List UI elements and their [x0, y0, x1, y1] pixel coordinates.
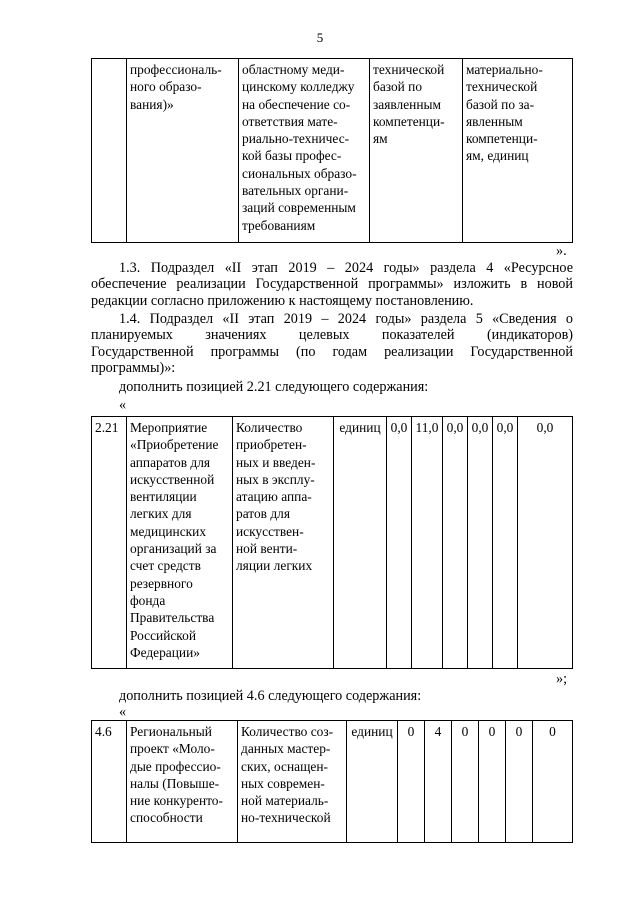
row-unit: единиц [334, 417, 387, 669]
value-cell: 0 [452, 721, 479, 843]
value-cell: 0,0 [493, 417, 518, 669]
page-number: 5 [316, 30, 324, 45]
add-position-4-6: дополнить позицией 4.6 следующего содержания: [119, 688, 422, 704]
empty-cell [92, 59, 127, 243]
row-number: 4.6 [92, 721, 127, 843]
value-cell: 0,0 [387, 417, 412, 669]
table1-col4: технической базой по заявленным компетенци- ям [370, 59, 463, 243]
paragraph-1-4: 1.4. Подраздел «II этап 2019 – 2024 годы» раздела 5 «Сведения о планируемых значениях целевых показателей (индикаторов) Государственной программы (по годам реализации Государственной программы)»: [91, 311, 573, 377]
table-row [92, 721, 573, 843]
value-cell: 0,0 [468, 417, 493, 669]
closing-quote: »; [556, 671, 568, 687]
value-cell: 0,0 [518, 417, 573, 669]
value-cell: 0 [398, 721, 425, 843]
row-name: Региональный проект «Моло- дые профессио- налы (Повыше- ние конкуренто- способности [127, 721, 238, 843]
row-number: 2.21 [92, 417, 127, 669]
table-continuation [91, 58, 573, 243]
table-row [92, 417, 573, 669]
paragraph-1-3: 1.3. Подраздел «II этап 2019 – 2024 годы» раздела 4 «Ресурсное обеспечение реализации Государственной программы» изложить в новой редакции согласно приложению к настоящему постановлению. [91, 260, 573, 309]
closing-quote: ». [556, 243, 567, 259]
row-unit: единиц [347, 721, 398, 843]
value-cell: 4 [425, 721, 452, 843]
row-name: Мероприятие «Приобретение аппаратов для искусственной вентиляции легких для медицинских организаций за счет средств резервного фонда Правительства Российской Федерации» [127, 417, 233, 669]
add-position-2-21: дополнить позицией 2.21 следующего содержания: [119, 379, 429, 395]
value-cell: 0 [479, 721, 506, 843]
value-cell: 11,0 [412, 417, 443, 669]
row-indicator: Количество соз- данных мастер- ских, оснащен- ных современ- ной материаль- но-технической [238, 721, 347, 843]
table-position-4-6 [91, 720, 573, 843]
opening-quote: « [119, 704, 127, 720]
value-cell: 0 [533, 721, 573, 843]
value-cell: 0,0 [443, 417, 468, 669]
value-cell: 0 [506, 721, 533, 843]
row-indicator: Количество приобретен- ных и введен- ных в эксплу- атацию аппа- ратов для искусствен- ной венти- ляции легких [233, 417, 334, 669]
opening-quote: « [119, 397, 127, 413]
table1-col5: материально- технической базой по за- явленным компетенци- ям, единиц [463, 59, 573, 243]
table-position-2-21 [91, 416, 573, 669]
table1-col2: профессиональ- ного образо- вания)» [127, 59, 239, 243]
table-row [92, 59, 573, 243]
table1-col3: областному меди- цинскому колледжу на обеспечение со- ответствия мате- риально-техничес- кой базы профес- сиональных образо- вательных органи- заций современным требованиям [239, 59, 370, 243]
